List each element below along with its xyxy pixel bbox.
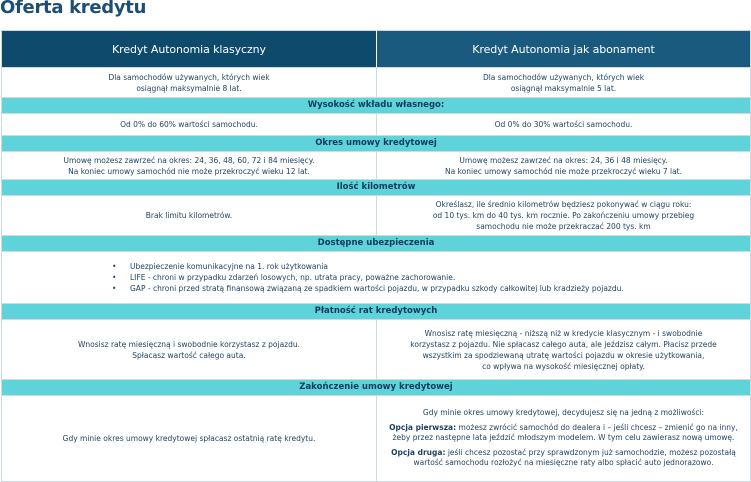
- payment-subscription: Wnosisz ratę miesięczną - niższą niż w kredycie klasycznym - i swobodnie korzystasz z pojazdu. Nie spłacasz całego auta, ale jeździsz całym. Płacisz przede wszystkim za spodziewaną utratę wartości pojazdu w okresie użytkowania, co wpływa na wysokość miesięcznej opłaty.: [377, 320, 751, 380]
- ending-option-two-text: jeśli chcesz pozostać przy sprawdzonym już samochodzie, możesz pozostałą wartość samochodu rozłożyć na miesięczne raty albo spłacić auto jednorazowo.: [413, 447, 736, 468]
- section-band-term: [2, 136, 751, 152]
- intro-classic: Dla samochodów używanych, których wiek osiągnął maksymalnie 8 lat.: [2, 68, 377, 98]
- down-payment-row: [2, 114, 751, 136]
- section-title-payment: Płatność rat kredytowych: [2, 304, 751, 320]
- ending-classic: Gdy minie okres umowy kredytowej spłacasz ostatnią ratę kredytu.: [2, 396, 377, 482]
- section-title-insurance: Dostępne ubezpieczenia: [2, 236, 751, 252]
- intro-subscription: Dla samochodów używanych, których wiek osiągnął maksymalnie 5 lat.: [377, 68, 751, 98]
- column-header-subscription: Kredyt Autonomia jak abonament: [377, 31, 751, 68]
- insurance-item-life: • LIFE - chroni w przypadku zdarzeń losowych, np. utrata pracy, poważne zachorowanie.: [130, 272, 750, 283]
- column-header-classic: Kredyt Autonomia klasyczny: [2, 31, 377, 68]
- ending-subscription: [377, 396, 751, 482]
- down-payment-subscription: Od 0% do 30% wartości samochodu.: [377, 114, 751, 136]
- ending-option-one-text: możesz zwrócić samochód do dealera i – jeśli chcesz – zmienić go na inny, żeby przez następne lata jeździć młodszym modelem. W tym celu zawierasz nową umowę.: [392, 422, 738, 443]
- header-row: [2, 31, 751, 68]
- section-band-payment: [2, 304, 751, 320]
- insurance-list: [2, 261, 750, 294]
- down-payment-classic: Od 0% do 60% wartości samochodu.: [2, 114, 377, 136]
- ending-option-one-lead: Opcja pierwsza:: [389, 422, 457, 432]
- ending-option-two: [383, 448, 744, 469]
- section-title-ending: Zakończenie umowy kredytowej: [2, 380, 751, 396]
- payment-classic: Wnosisz ratę miesięczną i swobodnie korzystasz z pojazdu. Spłacasz wartość całego auta.: [2, 320, 377, 380]
- ending-option-two-lead: Opcja druga:: [391, 447, 446, 457]
- term-classic: Umowę możesz zawrzeć na okres: 24, 36, 48, 60, 72 i 84 miesięcy. Na koniec umowy samochód nie może przekroczyć wieku 12 lat.: [2, 152, 377, 180]
- ending-option-one: [383, 423, 744, 444]
- section-title-term: Okres umowy kredytowej: [2, 136, 751, 152]
- term-subscription: Umowę możesz zawrzeć na okres: 24, 36 i 48 miesięcy. Na koniec umowy samochód nie może przekroczyć wieku 7 lat.: [377, 152, 751, 180]
- page-title: Oferta kredytu: [0, 0, 147, 18]
- ending-row: [2, 396, 751, 482]
- insurance-item-gap: • GAP - chroni przed stratą finansową związaną ze spadkiem wartości pojazdu, w przypadku szkody całkowitej lub kradzieży pojazdu.: [130, 283, 750, 294]
- intro-row: [2, 68, 751, 98]
- insurance-row: [2, 252, 751, 304]
- ending-intro: Gdy minie okres umowy kredytowej, decydujesz się na jedną z możliwości:: [422, 408, 705, 418]
- credit-comparison-table: [1, 30, 751, 482]
- section-band-down-payment: [2, 98, 751, 114]
- mileage-classic: Brak limitu kilometrów.: [2, 196, 377, 236]
- section-title-down-payment: Wysokość wkładu własnego:: [2, 98, 751, 114]
- term-row: [2, 152, 751, 180]
- insurance-item-communication: • Ubezpieczenie komunikacyjne na 1. rok użytkowania: [130, 261, 750, 272]
- section-band-ending: [2, 380, 751, 396]
- section-title-mileage: Ilość kilometrów: [2, 180, 751, 196]
- mileage-subscription: Określasz, ile średnio kilometrów będziesz pokonywać w ciągu roku: od 10 tys. km do 40 tys. km rocznie. Po zakończeniu umowy przebieg samochodu nie może przekraczać 200 tys. km: [377, 196, 751, 236]
- section-band-mileage: [2, 180, 751, 196]
- mileage-row: [2, 196, 751, 236]
- payment-row: [2, 320, 751, 380]
- insurance-list-cell: [2, 252, 751, 304]
- section-band-insurance: [2, 236, 751, 252]
